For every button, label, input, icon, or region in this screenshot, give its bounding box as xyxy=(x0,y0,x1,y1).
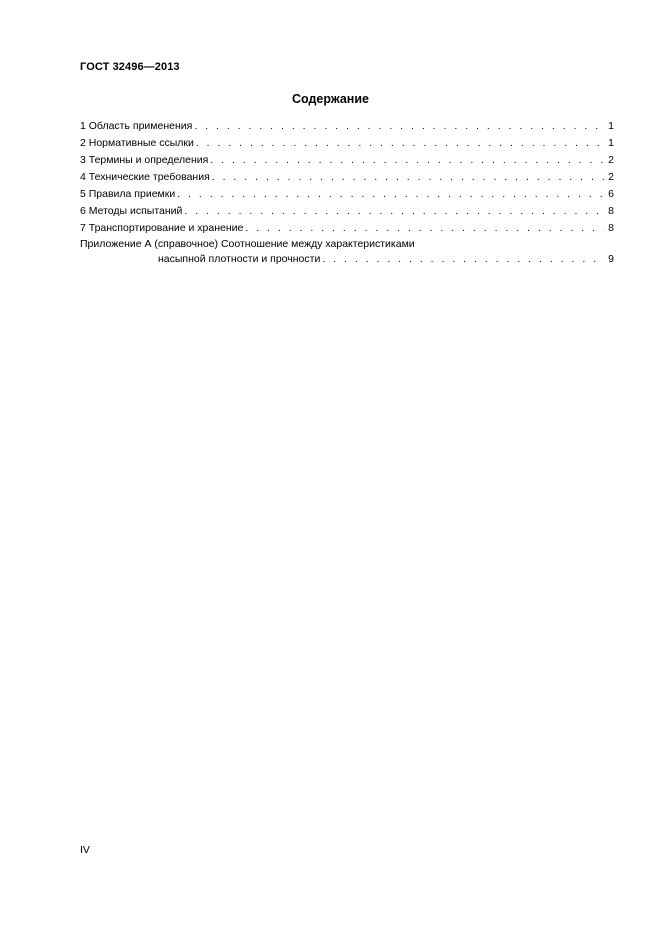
toc-annex-title: Приложение А (справочное) Соотношение между характеристиками xyxy=(80,238,415,250)
document-header-code: ГОСТ 32496—2013 xyxy=(80,61,180,73)
toc-entry[interactable] xyxy=(80,118,614,135)
toc-entry-page: 1 xyxy=(608,137,614,149)
toc-leader-dots xyxy=(322,252,604,267)
toc-leader-dots xyxy=(212,169,604,186)
toc-entry-label: 6 Методы испытаний xyxy=(80,205,183,217)
toc-annex-entry[interactable] xyxy=(80,237,614,267)
page-number: IV xyxy=(80,844,90,856)
toc-entry-page: 2 xyxy=(608,171,614,183)
toc-entry-label: 7 Транспортирование и хранение xyxy=(80,222,244,234)
toc-entry-page: 8 xyxy=(608,222,614,234)
toc-entry-page: 2 xyxy=(608,154,614,166)
toc-entry[interactable] xyxy=(80,135,614,152)
toc-title: Содержание xyxy=(291,92,369,106)
toc-entry[interactable] xyxy=(80,220,614,237)
toc-entry[interactable] xyxy=(80,186,614,203)
toc-entry-page: 8 xyxy=(608,205,614,217)
toc-entry[interactable] xyxy=(80,169,614,186)
toc-entry-label: 1 Область применения xyxy=(80,120,193,132)
toc-leader-dots xyxy=(184,203,604,220)
toc-entry-page: 1 xyxy=(608,120,614,132)
toc-annex-continuation xyxy=(80,252,614,267)
toc-entry-label: 5 Правила приемки xyxy=(80,188,176,200)
toc-leader-dots xyxy=(245,220,604,237)
table-of-contents xyxy=(80,118,614,267)
toc-leader-dots xyxy=(194,118,604,135)
toc-leader-dots xyxy=(196,135,604,152)
toc-annex-subtitle: насыпной плотности и прочности xyxy=(158,253,321,265)
toc-entry[interactable] xyxy=(80,152,614,169)
toc-entry-page: 6 xyxy=(608,188,614,200)
toc-leader-dots xyxy=(177,186,604,203)
toc-leader-dots xyxy=(210,152,604,169)
toc-entry-label: 2 Нормативные ссылки xyxy=(80,137,194,149)
toc-entry-label: 3 Термины и определения xyxy=(80,154,209,166)
toc-entry[interactable] xyxy=(80,203,614,220)
toc-annex-page: 9 xyxy=(608,253,614,265)
toc-entry-label: 4 Технические требования xyxy=(80,171,210,183)
